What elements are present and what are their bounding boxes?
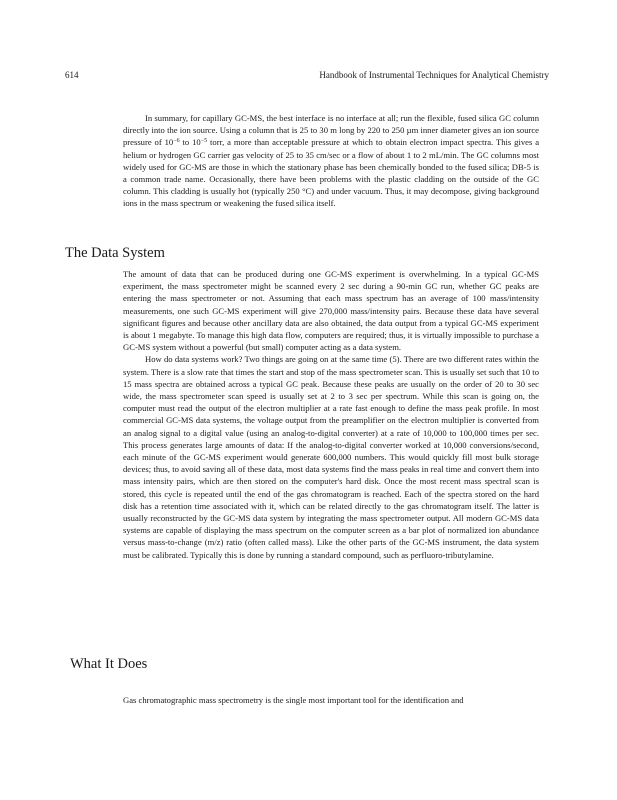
intro-text-part-c: torr, a more than acceptable pressure at which to obtain electron impact spectra. This gives a helium or hydrogen GC carrier gas velocity of 25 to 35 cm/sec or a flow of about 1 to 2 mL/min. The GC columns most widely used for GC-MS are those in which the stationary phase has been chemically bonded to the fused silica; DB-5 is a common trade name. Occasionally, there have been problems with the plastic cladding on the outside of the GC column. This cladding is usually hot (typically 250 °C) and under vacuum. Thus, it may decompose, giving background ions in the mass spectrum or weakening the fused silica itself. xyxy=(123,137,540,209)
data-system-text-block xyxy=(123,268,539,561)
exponent-a: −6 xyxy=(173,138,180,145)
section-heading-what-it-does: What It Does xyxy=(70,656,148,672)
intro-text-block xyxy=(123,112,539,210)
what-it-does-text-block xyxy=(123,694,539,706)
page-number: 614 xyxy=(65,70,79,80)
running-title: Handbook of Instrumental Techniques for Analytical Chemistry xyxy=(319,70,549,80)
intro-paragraph xyxy=(123,112,539,210)
data-system-paragraph-2: How do data systems work? Two things are going on at the same time (5). There are two different rates within the system. There is a slow rate that times the start and stop of the mass spectrometer scan. This is usually set such that 10 to 15 mass spectra are obtained across a typical GC peak. Because these peaks are usually on the order of 20 to 30 sec wide, the mass spectrometer scan speed is usually set at 2 to 3 sec per spectrum. While this scan is going on, the computer must read the output of the electron multiplier at a rate fast enough to define the mass peak profile. In most commercial GC-MS data systems, the voltage output from the preamplifier on the electron multiplier is converted from an analog signal to a digital value (using an analog-to-digital converter) at a rate of 10,000 to 100,000 times per sec. This process generates large amounts of data: If the analog-to-digital converter worked at 10,000 conversions/second, each minute of the GC-MS experiment would generate 600,000 numbers. This would quickly fill most bulk storage devices; thus, to avoid saving all of these data, most data systems find the mass peaks in real time and convert them into mass intensity pairs, which are then stored on the computer's hard disk. Once the most recent mass spectral scan is stored, this cycle is repeated until the end of the gas chromatogram is reached. Each of the spectra stored on the hard disk has a retention time associated with it, which can be related directly to the gas chromatogram itself. The latter is usually reconstructed by the GC-MS data system by integrating the mass spectrometer output. All modern GC-MS data systems are capable of displaying the mass spectrum on the computer screen as a bar plot of normalized ion abundance versus mass-to-change (m/z) ratio (often called mass). Like the other parts of the GC-MS instrument, the data system must be calibrated. Typically this is done by running a standard compound, such as perfluoro-tributylamine. xyxy=(123,354,539,560)
intro-text-part-b: to 10 xyxy=(179,137,201,148)
intro-text-part-a: In summary, for capillary GC-MS, the best interface is no interface at all; run the flexible, fused silica GC column directly into the ion source. Using a column that is 25 to 30 m long by 220 to 250 µm inner diameter gives an ion source pressure of 10 xyxy=(123,113,539,148)
exponent-b: −5 xyxy=(200,138,208,145)
data-system-paragraph-1: The amount of data that can be produced during one GC-MS experiment is overwhelming. In a typical GC-MS experiment, the mass spectrometer might be scanned every 2 sec during a 90-min GC run, whether GC peaks are entering the mass spectrometer or not. Assuming that each mass spectrum has an average of 100 mass/intensity measurements, one such GC-MS experiment will give 270,000 mass/intensity pairs. Because these data have several significant figures and because other ancillary data are also obtained, the data output from a typical GC-MS experiment is about 1 megabyte. To manage this high data flow, computers are required; thus, it is virtually impossible to purchase a GC-MS system without a powerful (but small) computer acting as a data system. xyxy=(123,269,539,353)
what-it-does-paragraph-1: Gas chromatographic mass spectrometry is the single most important tool for the identification and xyxy=(123,695,464,705)
section-heading-data-system: The Data System xyxy=(65,245,165,261)
